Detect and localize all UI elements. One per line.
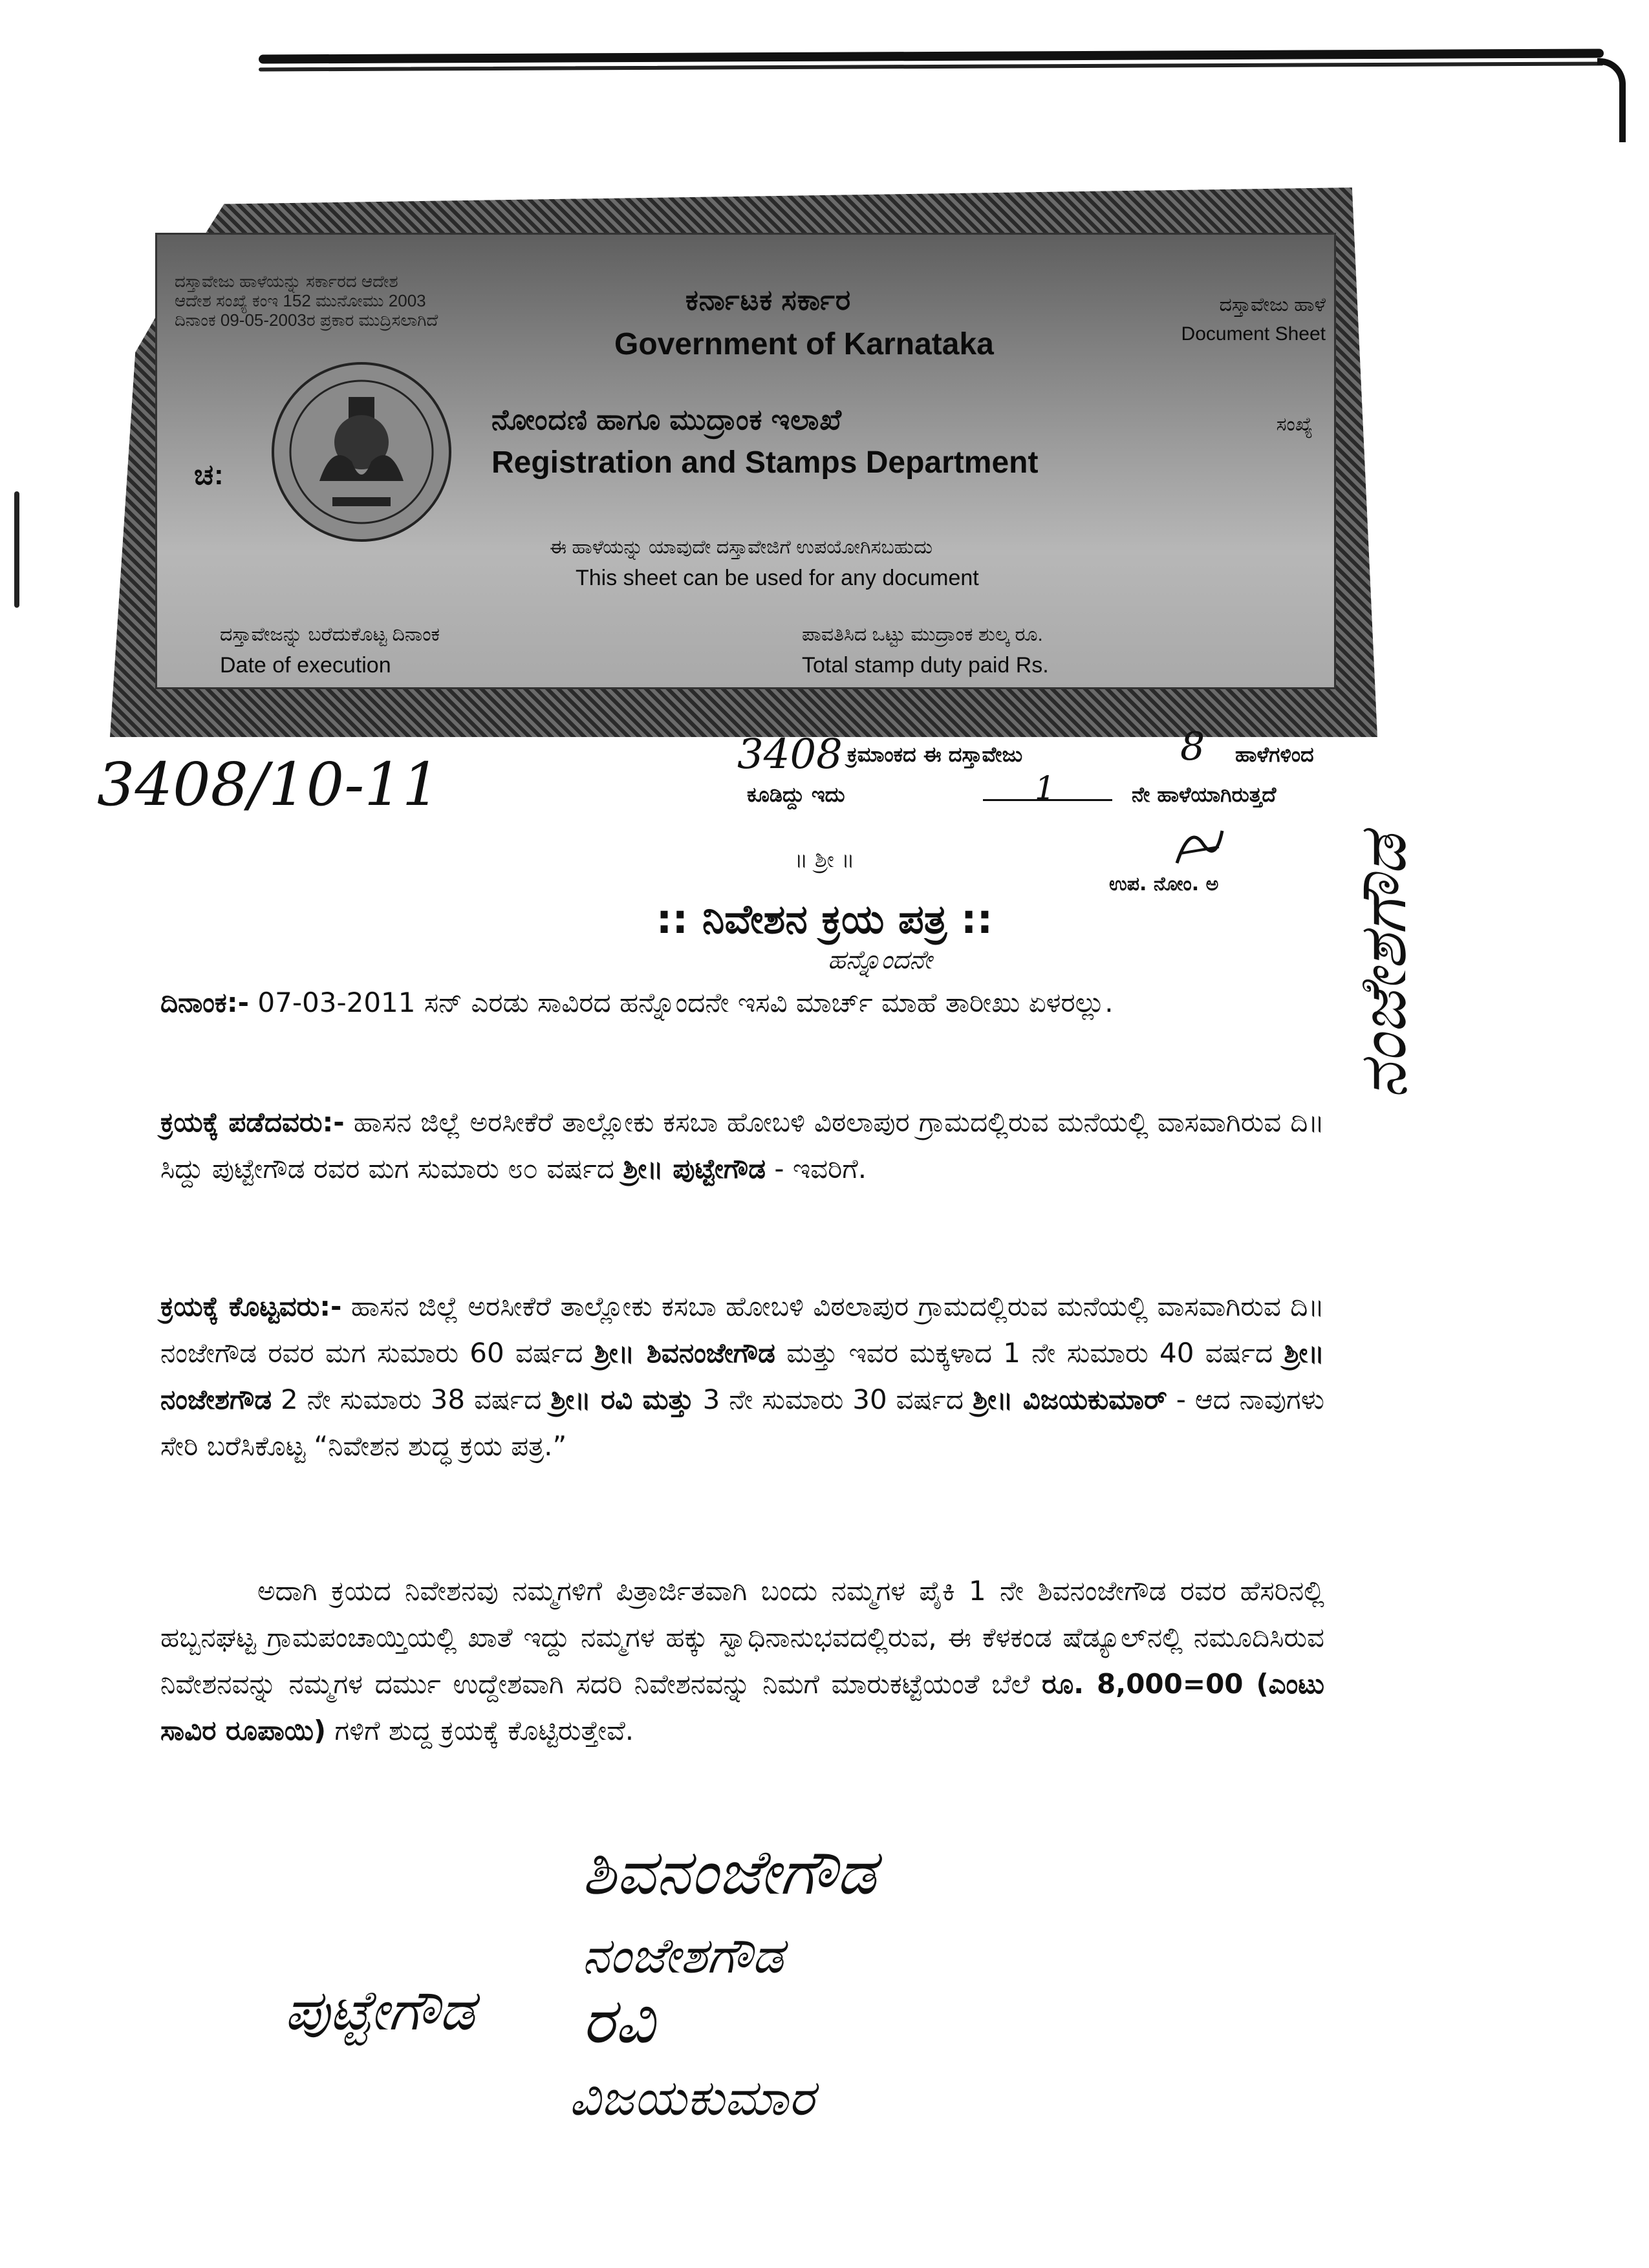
buyer-label: ಕ್ರಯಕ್ಕೆ ಪಡೆದವರು:- (160, 1106, 345, 1138)
seller-name: ಶ್ರೀ॥ ಶಿವನಂಜೇಗೌಡ (594, 1337, 775, 1369)
date-paragraph (160, 979, 1324, 1026)
invocation: ॥ ಶ್ರೀ ॥ (794, 847, 855, 873)
signature-puttegowda: ಪುಟ್ಟೇಗೌಡ (285, 1978, 475, 2043)
scan-edge-line (259, 61, 1604, 71)
body-text: ಅದಾಗಿ ಕ್ರಯದ ನಿವೇಶನವು ನಮ್ಮಗಳಿಗೆ ಪಿತ್ರಾರ್ಜಿತವಾಗಿ ಬಂದು ನಮ್ಮಗಳ ಪೈಕಿ 1 ನೇ ಶಿವನಂಜೇಗೌಡ ರವರ ಹೆಸರಿನಲ್ಲಿ ಹಬ್ಬನಘಟ್ಟ ಗ್ರಾಮಪಂಚಾಯ್ತಿಯಲ್ಲಿ ಖಾತೆ ಇದ್ದು ನಮ್ಮಗಳ ಹಕ್ಕು ಸ್ವಾಧಿನಾನುಭವದಲ್ಲಿರುವ, ಈ ಕೆಳಕಂಡ ಷೆಡ್ಯೂಲ್‌ನಲ್ಲಿ ನಮೂದಿಸಿರುವ ನಿವೇಶನವನ್ನು ನಮ್ಮಗಳ ದರ್ಮು ಉದ್ದೇಶವಾಗಿ ಸದರಿ ನಿವೇಶನವನ್ನು ನಿಮಗೆ ಮಾರುಕಟ್ಟೆಯಂತೆ ಬೆಲೆ (160, 1575, 1324, 1700)
handwritten-page-count: 8 (1180, 724, 1205, 769)
stamp-govt-en: Government of Karnataka (614, 327, 994, 361)
stamp-duty-en: Total stamp duty paid Rs. (802, 653, 1049, 678)
stamp-doc-sheet-en: Document Sheet (1181, 323, 1326, 345)
handwritten-page-number: 1 (1035, 769, 1055, 807)
signature-nanjeshagowda: ನಂಜೇಶಗೌಡ (582, 1927, 784, 1984)
stamp-dept-en: Registration and Stamps Department (491, 445, 1039, 480)
date-text: 07-03-2011 ಸನ್ ಎರಡು ಸಾವಿರದ ಹನ್ನೊಂದನೇ ಇಸವಿ ಮಾರ್ಚ್ ಮಾಹೆ ತಾರೀಖು ಏಳರಲ್ಲು. (257, 987, 1114, 1018)
body-paragraph (160, 1568, 1324, 1754)
signature-vijayakumar: ವಿಜಯಕುಮಾರ (569, 2069, 815, 2126)
stamp-notice (175, 272, 588, 330)
stamp-duty-kn: ಪಾವತಿಸಿದ ಒಟ್ಟು ಮುದ್ರಾಂಕ ಶುಲ್ಕ ರೂ. (802, 624, 1043, 645)
buyer-name: ಶ್ರೀ॥ ಪುಟ್ಟೇಗೌಡ (623, 1153, 766, 1184)
seller-text: ಹಾಸನ ಜಿಲ್ಲೆ ಅರಸೀಕೆರೆ ತಾಲ್ಲೋಕು ಕಸಬಾ ಹೋಬಳಿ ವಿಠಲಾಪುರ ಗ್ರಾಮದಲ್ಲಿರುವ ಮನೆಯಲ್ಲಿ ವಾಸವಾಗಿರುವ ದಿ॥ ನಂಜೇಗೌಡ ರವರ ಮಗ ಸುಮಾರು 60 ವರ್ಷದ (160, 1290, 1324, 1369)
office-stamp-line: ಹಾಳೆಗಳಿಂದ (1235, 742, 1314, 767)
stamp-date-exec-en: Date of execution (220, 653, 391, 678)
stamp-govt-kn: ಕರ್ನಾಟಕ ಸರ್ಕಾರ (685, 284, 852, 316)
seller-text: - ಆದ ನಾವುಗಳು ಸೇರಿ ಬರೆಸಿಕೊಟ್ಟ “ನಿವೇಶನ ಶುದ್ಧ ಕ್ರಯ ಪತ್ರ.” (160, 1384, 1324, 1462)
seller-name: ಶ್ರೀ॥ ನಂಜೇಶಗೌಡ (160, 1337, 1325, 1415)
body-tail: ಗಳಿಗೆ ಶುದ್ದ ಕ್ರಯಕ್ಕೆ ಕೊಟ್ಟಿರುತ್ತೇವೆ. (334, 1715, 634, 1746)
document-title: :: ನಿವೇಶನ ಕ್ರಯ ಪತ್ರ :: (656, 895, 993, 943)
seller-name: ಶ್ರೀ॥ ರವಿ ಮತ್ತು (550, 1384, 694, 1415)
stamp-doc-sheet-kn: ದಸ್ತಾವೇಜು ಹಾಳೆ (1219, 294, 1326, 316)
handwritten-insertion: ಹನ್ನೊಂದನೇ (828, 945, 932, 975)
buyer-text: ಹಾಸನ ಜಿಲ್ಲೆ ಅರಸೀಕೆರೆ ತಾಲ್ಲೋಕು ಕಸಬಾ ಹೋಬಳಿ ವಿಠಲಾಪುರ ಗ್ರಾಮದಲ್ಲಿರುವ ಮನೆಯಲ್ಲಿ ವಾಸವಾಗಿರುವ ದಿ॥ಸಿದ್ದು ಪುಟ್ಟೇಗೌಡ ರವರ ಮಗ ಸುಮಾರು ೮೦ ವರ್ಷದ (160, 1106, 1324, 1184)
handwritten-ref-number: 3408/10-11 (97, 750, 440, 819)
signature-ravi: ರವಿ (582, 1985, 655, 2057)
scan-edge-line (259, 48, 1604, 63)
stamp-left-mark: ಚ: (194, 459, 224, 491)
buyer-tail: - ಇವರಿಗೆ. (774, 1153, 867, 1184)
handwritten-ref-number-right: 3408 (737, 731, 843, 778)
buyer-paragraph (160, 1099, 1324, 1192)
scan-edge-mark (14, 491, 19, 608)
margin-handwritten-note: ನಂಜೇಶಗೌಡ (1345, 834, 1421, 1099)
seller-text: 2 ನೇ ಸುಮಾರು 38 ವರ್ಷದ (281, 1384, 542, 1415)
office-stamp-line: ಕ್ರಮಾಂಕದ ಈ ದಸ್ತಾವೇಜು (847, 742, 1023, 767)
seller-name: ಶ್ರೀ॥ ವಿಜಯಕುಮಾರ್ (972, 1384, 1167, 1415)
stamp-any-doc-kn: ಈ ಹಾಳೆಯನ್ನು ಯಾವುದೇ ದಸ್ತಾವೇಜಿಗೆ ಉಪಯೋಗಿಸಬಹುದು (550, 537, 932, 558)
emblem-icon (274, 365, 449, 539)
scan-edge-curl (1597, 58, 1626, 142)
seller-label: ಕ್ರಯಕ್ಕೆ ಕೊಟ್ಟವರು:- (160, 1290, 342, 1322)
seller-text: ಮತ್ತು ಇವರ ಮಕ್ಕಳಾದ 1 ನೇ ಸುಮಾರು 40 ವರ್ಷದ (786, 1337, 1273, 1369)
stamp-date-exec-kn: ದಸ್ತಾವೇಜನ್ನು ಬರೆದುಕೊಟ್ಟ ದಿನಾಂಕ (220, 624, 440, 645)
seller-text: 3 ನೇ ಸುಮಾರು 30 ವರ್ಷದ (702, 1384, 964, 1415)
office-stamp-line: ಉಪ. ನೋಂ. ಅ (1109, 873, 1219, 895)
signature-shivananjegowda: ಶಿವನಂಜೇಗೌಡ (582, 1836, 876, 1909)
state-emblem-seal (272, 362, 451, 542)
stamp-sheet-number: ಸಂಖ್ಯೆ (1276, 414, 1313, 435)
sale-price: ರೂ. 8,000=00 (ಎಂಟು ಸಾವಿರ ರೂಪಾಯಿ) (160, 1668, 1324, 1746)
stamp-notice-line: ದಿನಾಂಕ 09-05-2003ರ ಪ್ರಕಾರ ಮುದ್ರಿಸಲಾಗಿದೆ (175, 310, 438, 330)
stamp-dept-kn: ನೋಂದಣಿ ಹಾಗೂ ಮುದ್ರಾಂಕ ಇಲಾಖೆ (491, 404, 843, 436)
date-label: ದಿನಾಂಕ:- (160, 987, 250, 1018)
stamp-any-doc-en: This sheet can be used for any document (576, 566, 979, 590)
office-stamp-line: ಕೂಡಿದ್ದು ಇದು (747, 782, 845, 807)
stamp-notice-line: ಆದೇಶ ಸಂಖ್ಯೆ ಕಂಇ 152 ಮುನೋಮು 2003 (175, 291, 426, 310)
seller-paragraph (160, 1283, 1324, 1470)
office-stamp-line: ನೇ ಹಾಳೆಯಾಗಿರುತ್ತದೆ (1132, 782, 1277, 807)
stamp-notice-line: ದಸ್ತಾವೇಜು ಹಾಳೆಯನ್ನು ಸರ್ಕಾರದ ಆದೇಶ (175, 272, 398, 291)
